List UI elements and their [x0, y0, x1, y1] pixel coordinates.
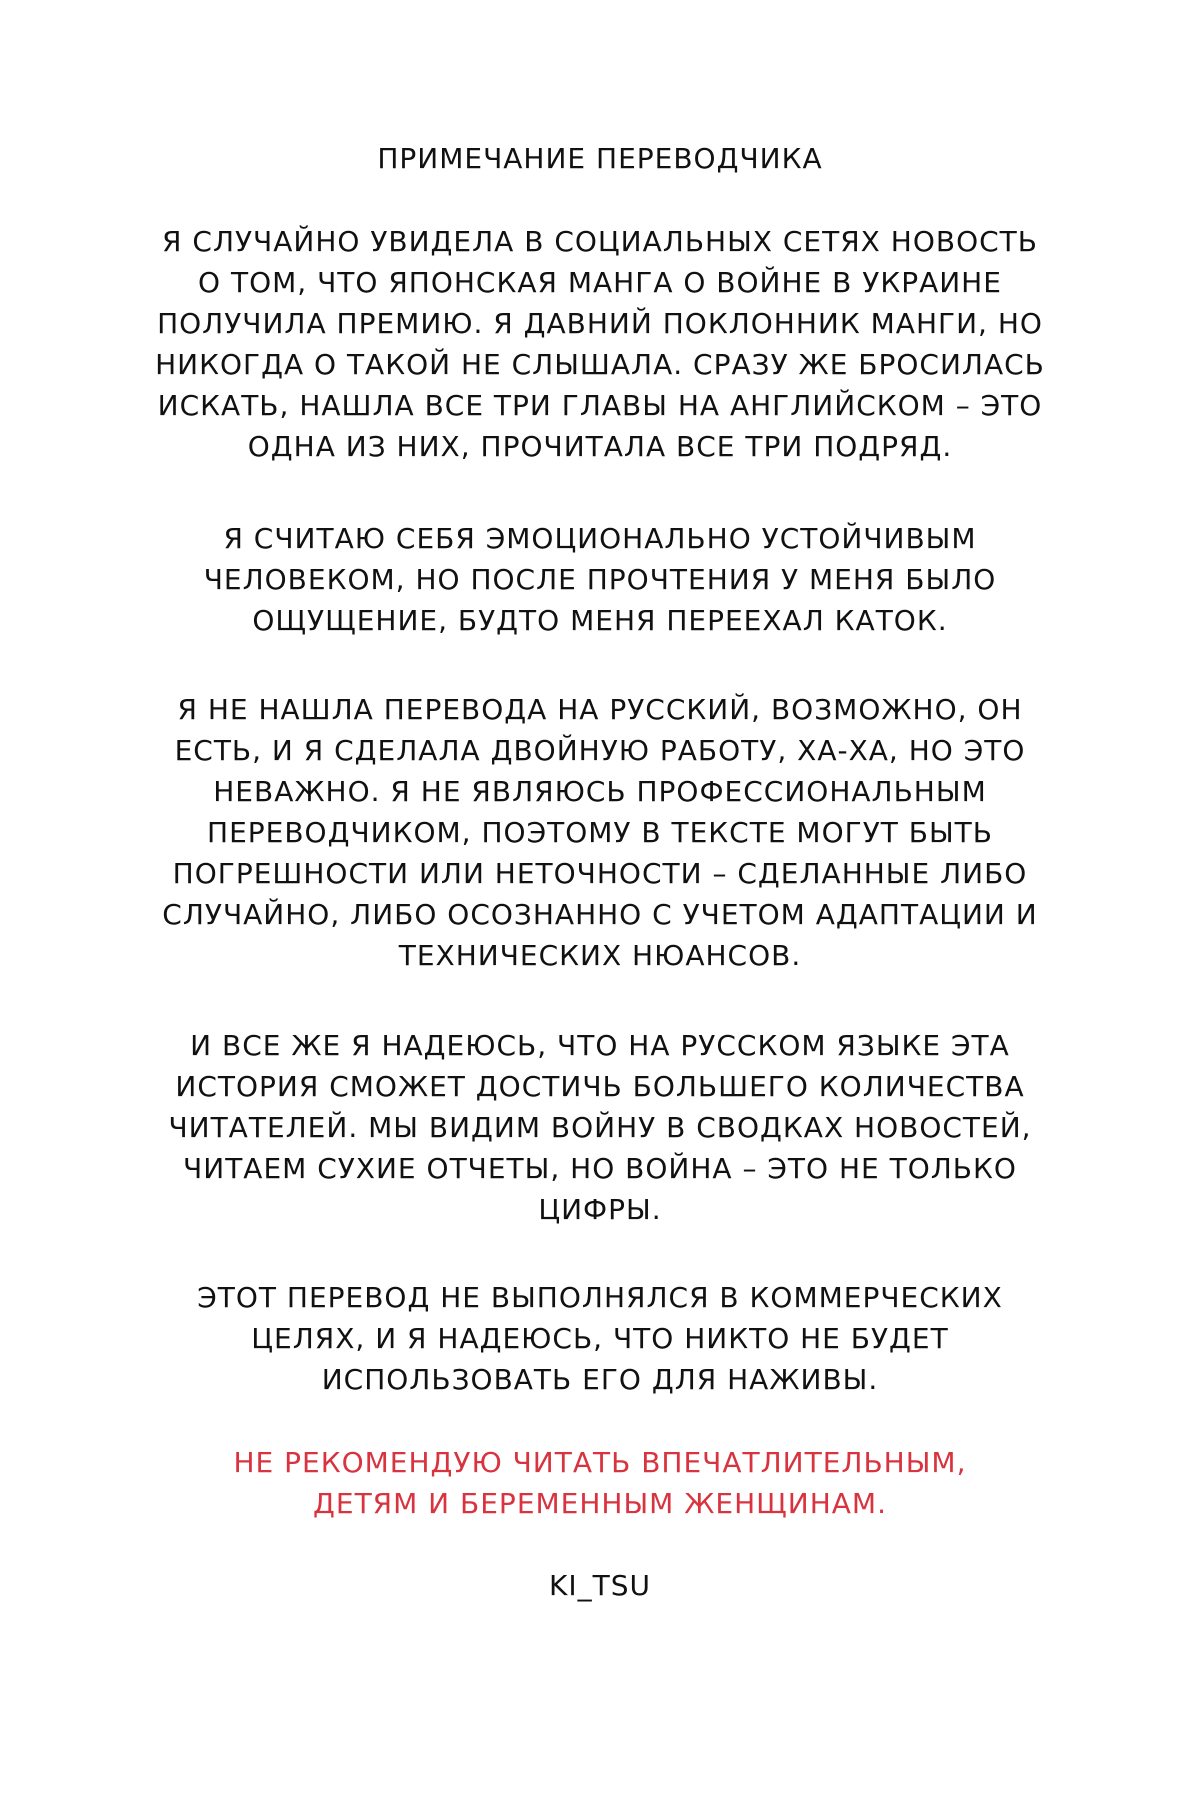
paragraph-disclaimer: Я НЕ НАШЛА ПЕРЕВОДА НА РУССКИЙ, ВОЗМОЖНО, ОН ЕСТЬ, И Я СДЕЛАЛА ДВОЙНУЮ РАБОТУ, ХА-ХА, НО ЭТО НЕВАЖНО. Я НЕ ЯВЛЯЮСЬ ПРОФЕССИОНАЛЬНЫМ ПЕРЕВОДЧИКОМ, ПОЭТОМУ В ТЕКСТЕ МОГУТ БЫТЬ ПОГРЕШНОСТИ ИЛИ НЕТОЧНОСТИ – СДЕЛАННЫЕ ЛИБО СЛУЧАЙНО, ЛИБО ОСОЗНАННО С УЧЕТОМ АДАПТАЦИИ И ТЕХНИЧЕСКИХ НЮАНСОВ.: [162, 693, 1038, 972]
signature: KI_TSU: [549, 1569, 651, 1602]
paragraph-impression: Я СЧИТАЮ СЕБЯ ЭМОЦИОНАЛЬНО УСТОЙЧИВЫМ ЧЕЛОВЕКОМ, НО ПОСЛЕ ПРОЧТЕНИЯ У МЕНЯ БЫЛО ОЩУЩЕНИЕ, БУДТО МЕНЯ ПЕРЕЕХАЛ КАТОК.: [203, 522, 997, 637]
page-title: ПРИМЕЧАНИЕ ПЕРЕВОДЧИКА: [377, 142, 823, 175]
paragraph-non-commercial: ЭТОТ ПЕРЕВОД НЕ ВЫПОЛНЯЛСЯ В КОММЕРЧЕСКИХ ЦЕЛЯХ, И Я НАДЕЮСЬ, ЧТО НИКТО НЕ БУДЕТ ИСПОЛЬЗОВАТЬ ЕГО ДЛЯ НАЖИВЫ.: [197, 1281, 1003, 1396]
paragraph-discovery: Я СЛУЧАЙНО УВИДЕЛА В СОЦИАЛЬНЫХ СЕТЯХ НОВОСТЬ О ТОМ, ЧТО ЯПОНСКАЯ МАНГА О ВОЙНЕ В УКРАИНЕ ПОЛУЧИЛА ПРЕМИЮ. Я ДАВНИЙ ПОКЛОННИК МАНГИ, НО НИКОГДА О ТАКОЙ НЕ СЛЫШАЛА. СРАЗУ ЖЕ БРОСИЛАСЬ ИСКАТЬ, НАШЛА ВСЕ ТРИ ГЛАВЫ НА АНГЛИЙСКОМ – ЭТО ОДНА ИЗ НИХ, ПРОЧИТАЛА ВСЕ ТРИ ПОДРЯД.: [155, 225, 1045, 463]
content-warning: НЕ РЕКОМЕНДУЮ ЧИТАТЬ ВПЕЧАТЛИТЕЛЬНЫМ, ДЕТЯМ И БЕРЕМЕННЫМ ЖЕНЩИНАМ.: [233, 1446, 967, 1520]
paragraph-hope: И ВСЕ ЖЕ Я НАДЕЮСЬ, ЧТО НА РУССКОМ ЯЗЫКЕ ЭТА ИСТОРИЯ СМОЖЕТ ДОСТИЧЬ БОЛЬШЕГО КОЛИЧЕСТВА ЧИТАТЕЛЕЙ. МЫ ВИДИМ ВОЙНУ В СВОДКАХ НОВОСТЕЙ, ЧИТАЕМ СУХИЕ ОТЧЕТЫ, НО ВОЙНА – ЭТО НЕ ТОЛЬКО ЦИФРЫ.: [168, 1029, 1032, 1226]
